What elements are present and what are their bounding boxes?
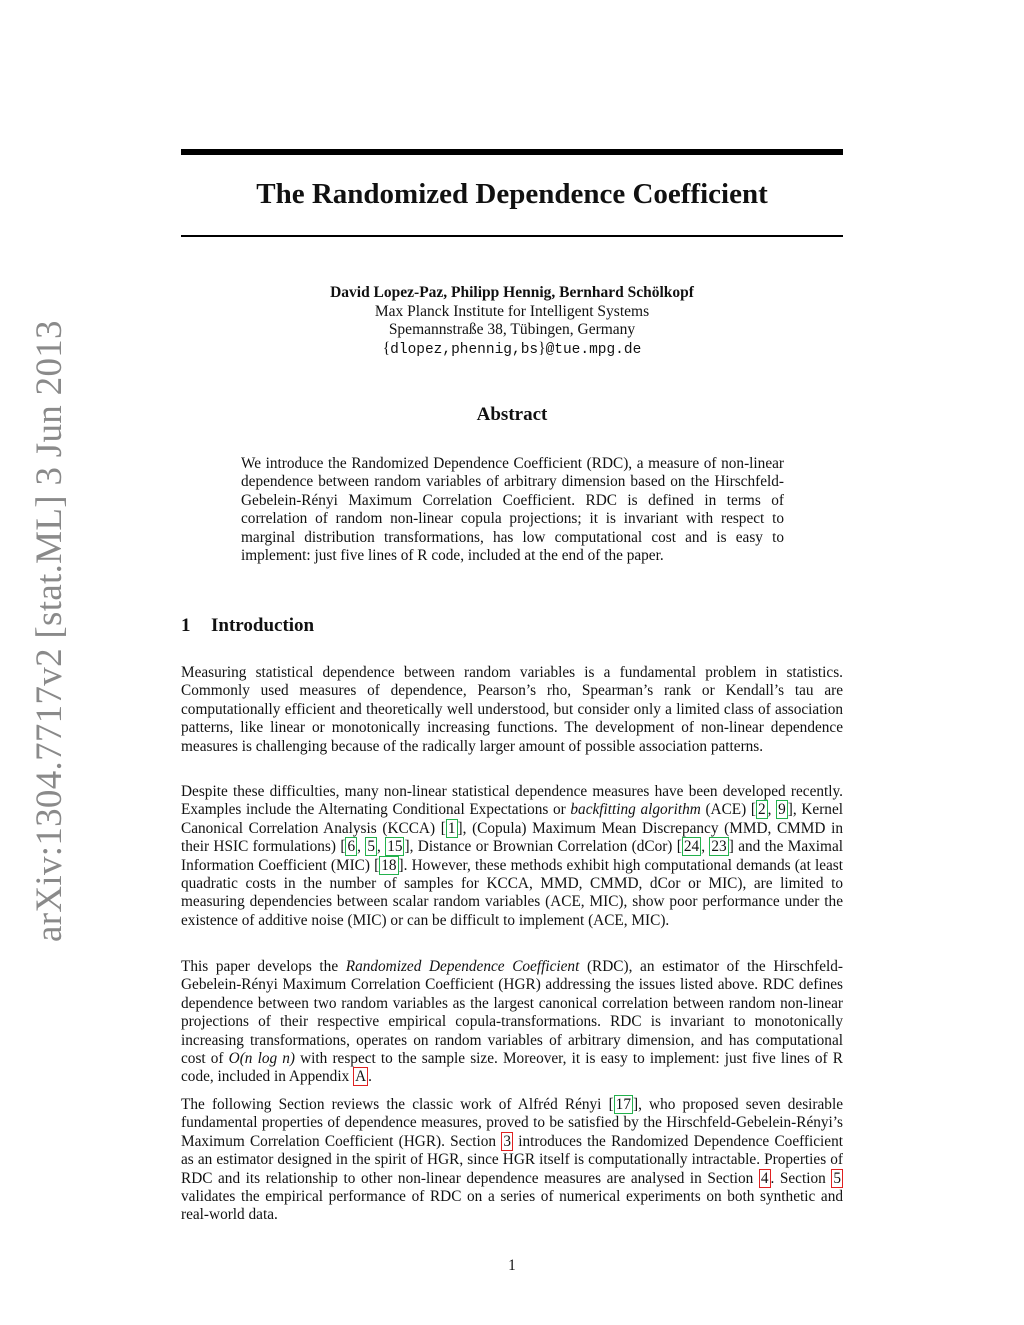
email-users: dlopez,phennig,bs xyxy=(390,341,539,358)
section-heading-introduction xyxy=(181,615,314,637)
intro-paragraph-2 xyxy=(181,783,843,930)
email-domain: @tue.mpg.de xyxy=(545,341,642,358)
section-link[interactable]: 5 xyxy=(833,1169,841,1187)
text-run: ] and the Maximal Information Coefficient (MIC) [ xyxy=(181,838,843,874)
citation-link[interactable]: 9 xyxy=(778,801,786,819)
page-number: 1 xyxy=(508,1257,516,1274)
author-address: Spemannstraße 38, Tübingen, Germany xyxy=(388,321,636,339)
intro-paragraph-1: Measuring statistical dependence between random variables is a fundamental problem in statistics. Commonly used measures of dependence, Pearson’s rho, Spearman’s rank or Kendall’s tau are computationally efficient and theoretically well understood, but consider only a limited class of association patterns, like linear or monotonically increasing functions. The development of non-linear dependence measures is challenging because of the radically larger amount of possible association patterns. xyxy=(181,664,843,755)
text-run: ], Kernel Canonical Correlation Analysis (KCCA) [ xyxy=(181,801,843,837)
text-run: with respect to the sample size. Moreover, it is easy to implement: just five lines of R code, included in Appendix xyxy=(181,1050,843,1086)
text-run: ]. However, these methods exhibit high computational demands (at least quadratic costs in the number of samples for KCCA, MMD, CMMD, dCor or MIC), are limited to measuring dependencies between scalar random variables (ACE, MIC), show poor performance under the existence of additive noise (MIC) or can be difficult to implement (ACE, MIC). xyxy=(181,856,844,929)
citation-link[interactable]: 18 xyxy=(381,856,397,874)
author-names: David Lopez-Paz, Philipp Hennig, Bernhard Schölkopf xyxy=(330,284,694,301)
title-rule-top xyxy=(181,149,843,155)
text-run: introduces the Randomized Dependence Coefficient as an estimator designed in the spirit of HGR, since HGR itself is computationally intractable. Properties of RDC and its relationship to other non-linear dependence measures are analysed in Section xyxy=(181,1132,843,1187)
author-email xyxy=(181,340,843,360)
text-run: . Section xyxy=(770,1169,832,1187)
math-complexity: O(n log n) xyxy=(228,1050,295,1068)
citation-link[interactable]: 15 xyxy=(387,838,403,856)
emphasis: backfitting algorithm xyxy=(570,801,701,819)
appendix-link[interactable]: A xyxy=(355,1068,367,1086)
abstract-text: We introduce the Randomized Dependence Coefficient (RDC), a measure of non-linear dependence between random variables of arbitrary dimension based on the Hirschfeld-Gebelein-Rényi Maximum Correlation Coefficient. RDC is defined in terms of correlation of random non-linear copula projections; it is invariant with respect to marginal distribution transformations, has low computational cost and is easy to implement: just five lines of R code, included at the end of the paper. xyxy=(241,455,784,565)
citation-link[interactable]: 2 xyxy=(758,801,766,819)
text-run: , xyxy=(357,838,366,856)
author-institute: Max Planck Institute for Intelligent Systems xyxy=(374,302,650,320)
citation-link[interactable]: 17 xyxy=(615,1096,631,1113)
citation-link[interactable]: 5 xyxy=(367,838,375,856)
citation-link[interactable]: 23 xyxy=(711,838,727,856)
text-run: Despite these difficulties, many non-linear statistical dependence measures have been developed recently. Examples include the Alternating Conditional Expectations or xyxy=(181,783,843,819)
title-rule-bottom xyxy=(181,235,843,237)
email-brace-open: { xyxy=(382,339,391,357)
text-run: , xyxy=(701,838,710,856)
section-link[interactable]: 3 xyxy=(503,1132,511,1150)
text-run: ], who proposed seven desirable fundamental properties of dependence measures, proved to be satisfied by the Hirschfeld-Gebelein-Rényi’s Maximum Correlation Coefficient (HGR). Section xyxy=(181,1096,843,1150)
emphasis: Randomized Dependence Coefficient xyxy=(345,958,580,975)
email-brace-close: } xyxy=(538,339,546,357)
arxiv-stamp: arXiv:1304.7717v2 [stat.ML] 3 Jun 2013 xyxy=(29,320,70,942)
text-run: ], (Copula) Maximum Mean Discrepancy (MMD, CMMD in their HSIC formulations) [ xyxy=(181,819,843,856)
paper-title: The Randomized Dependence Coefficient xyxy=(256,178,768,210)
text-run: This paper develops the xyxy=(181,958,346,975)
text-run: , xyxy=(376,838,386,856)
section-link[interactable]: 4 xyxy=(760,1169,769,1187)
author-block xyxy=(181,284,843,359)
text-run: , xyxy=(767,801,777,819)
text-run: (ACE) [ xyxy=(700,801,756,819)
text-run: (RDC), an estimator of the Hirschfeld-Gebelein-Rényi Maximum Correlation Coefficient (HGR) addressing the issues listed above. RDC defines dependence between two random variables as the largest canonical correlation between random non-linear projections of their respective empirical copula-transformations. RDC is invariant to monotonically increasing transformations, operates on random variables of arbitrary dimension, and has computational cost of xyxy=(181,958,843,1068)
text-run: . xyxy=(368,1068,372,1086)
text-run: ], Distance or Brownian Correlation (dCor) [ xyxy=(404,838,682,856)
citation-link[interactable]: 1 xyxy=(447,819,456,837)
citation-link[interactable]: 6 xyxy=(347,838,356,856)
section-number: 1 xyxy=(181,615,191,636)
citation-link[interactable]: 24 xyxy=(683,838,700,856)
section-title: Introduction xyxy=(211,615,315,636)
text-run: The following Section reviews the classic work of Alfréd Rényi [ xyxy=(181,1096,614,1113)
intro-paragraph-3 xyxy=(181,958,843,1087)
text-run: validates the empirical performance of RDC on a series of numerical experiments on both synthetic and real-world data. xyxy=(181,1188,843,1224)
abstract-heading: Abstract xyxy=(476,404,548,425)
intro-paragraph-4 xyxy=(181,1096,843,1225)
